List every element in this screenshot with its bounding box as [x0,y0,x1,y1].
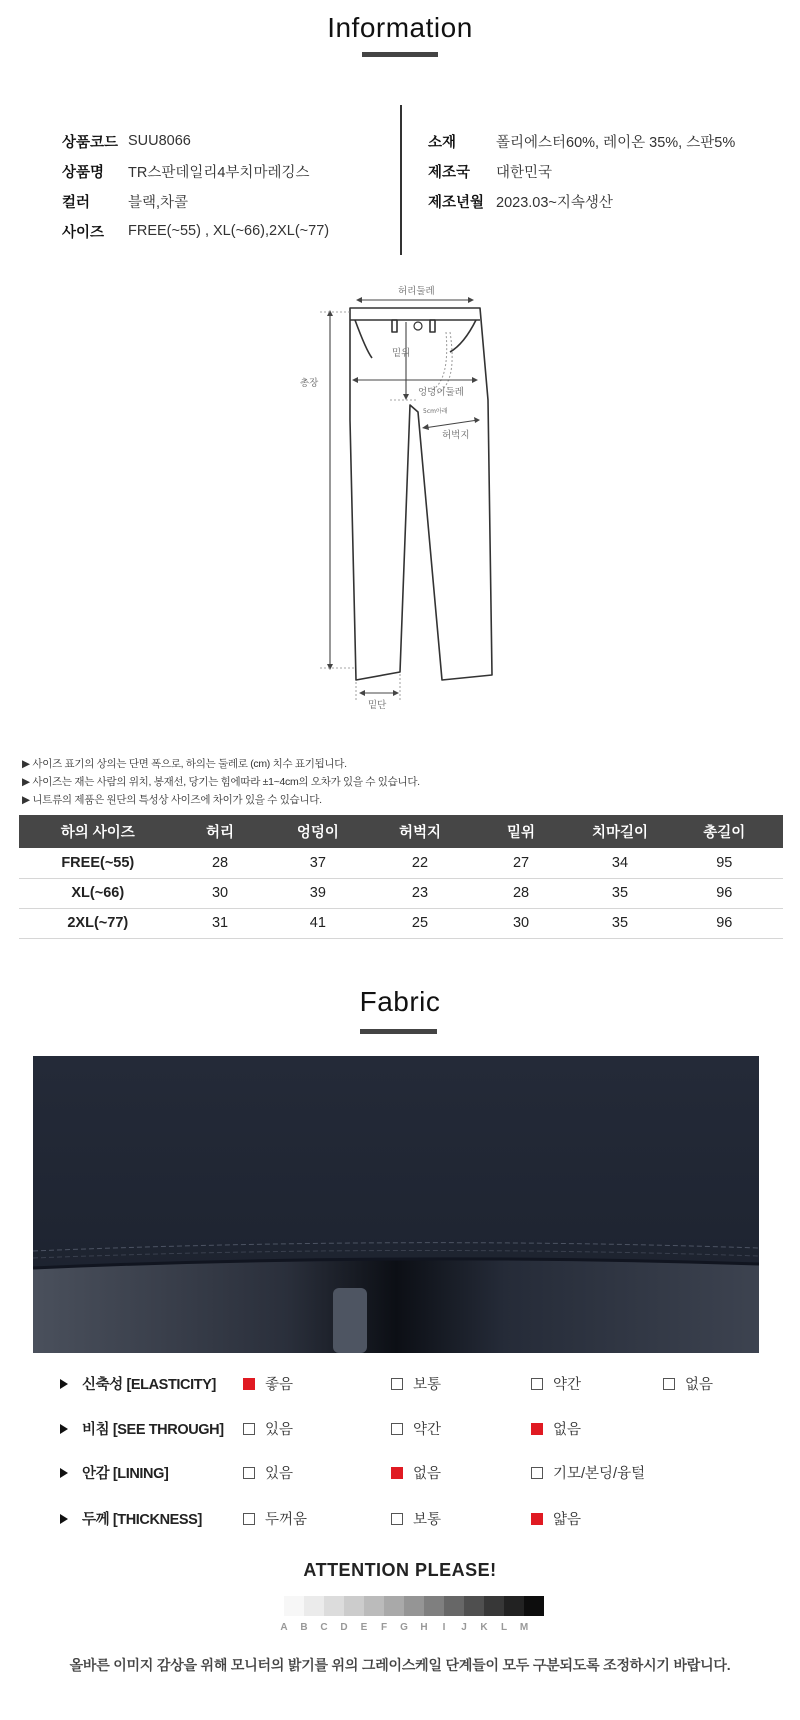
info-right-column [428,126,735,216]
table-cell: 27 [468,848,575,878]
triangle-bullet-icon [60,1424,68,1434]
option-good: 좋음 [243,1373,293,1394]
info-row-name: 상품명 TR스판데일리4부치마레깅스 [62,164,310,181]
gray-letter: G [400,1622,408,1633]
attr-label: 신축성 [ELASTICITY] [60,1373,216,1394]
gray-letter: I [442,1622,446,1633]
gray-swatch [484,1596,504,1616]
gray-swatch [344,1596,364,1616]
attr-row-elasticity [60,1373,760,1397]
gray-swatch [324,1596,344,1616]
table-cell: 96 [666,908,783,938]
table-cell: 23 [372,878,468,908]
header-cell: 치마길이 [574,815,665,848]
size-note: ▶ 사이즈는 재는 사람의 위치, 봉재선, 당기는 힘에따라 ±1~4cm의 오차가 있을 수 있습니다. [22,776,420,788]
table-row [19,848,783,878]
pants-stitching [432,332,452,394]
triangle-bullet-icon [60,1468,68,1478]
gray-swatch [404,1596,424,1616]
header-cell: 총길이 [666,815,783,848]
checkbox-icon [531,1513,543,1525]
checkbox-icon [243,1467,255,1479]
checkbox-icon [391,1423,403,1435]
table-cell: 95 [666,848,783,878]
option-none: 없음 [663,1373,713,1394]
info-row-code: 상품코드 SUU8066 [62,133,191,151]
info-divider [400,105,402,255]
gray-swatch [364,1596,384,1616]
table-cell: 28 [177,848,264,878]
attention-title: ATTENTION PLEASE! [303,1560,497,1580]
table-cell: 25 [372,908,468,938]
option-slight: 약간 [531,1373,581,1394]
table-cell: XL(~66) [19,878,177,908]
table-cell: 41 [264,908,373,938]
table-cell: FREE(~55) [19,848,177,878]
label-total-length: 총장 [300,378,319,389]
gray-swatch [284,1596,304,1616]
checkbox-icon [391,1378,403,1390]
size-table-header [19,815,783,848]
gray-letter: H [420,1622,428,1633]
checkbox-icon [391,1467,403,1479]
header-cell: 하의 사이즈 [19,815,177,848]
gray-swatch [464,1596,484,1616]
gray-letter: B [300,1622,308,1633]
header-cell: 허리 [177,815,264,848]
size-notes [22,755,420,809]
option-none: 없음 [391,1462,441,1483]
table-cell: 2XL(~77) [19,908,177,938]
table-cell: 30 [177,878,264,908]
fabric-texture [33,1056,759,1353]
info-row-manufactured: 제조년월 2023.03~지속생산 [428,194,613,211]
label-waist: 허리둘레 [398,286,435,297]
checkbox-icon [663,1378,675,1390]
label-hem: 밑단 [368,700,387,711]
header-cell: 허벅지 [372,815,468,848]
info-row-material: 소재 폴리에스터60%, 레이온 35%, 스판5% [428,134,736,151]
gray-letter: J [461,1622,467,1633]
gray-swatch [384,1596,404,1616]
option-thin: 얇음 [531,1508,581,1529]
gray-letter: F [380,1622,388,1633]
pants-measurement-diagram [300,280,510,720]
gray-swatch [504,1596,524,1616]
size-note: ▶ 사이즈 표기의 상의는 단면 폭으로, 하의는 둘레로 (cm) 치수 표기됩니다. [22,758,347,770]
table-row [19,908,783,938]
header-cell: 엉덩이 [264,815,373,848]
gray-swatch [304,1596,324,1616]
attr-label: 비침 [SEE THROUGH] [60,1418,224,1439]
table-cell: 28 [468,878,575,908]
table-cell: 31 [177,908,264,938]
option-yes: 있음 [243,1418,293,1439]
triangle-bullet-icon [60,1514,68,1524]
checkbox-icon [243,1513,255,1525]
fabric-photo [33,1056,759,1353]
gray-swatch [424,1596,444,1616]
label-thigh-note: 5cm아래 [423,408,448,415]
table-cell: 35 [574,908,665,938]
checkbox-icon [531,1378,543,1390]
table-cell: 39 [264,878,373,908]
size-table [19,815,783,939]
size-note: ▶ 니트류의 제품은 원단의 특성상 사이즈에 차이가 있을 수 있습니다. [22,794,322,806]
header-cell: 밑위 [468,815,575,848]
info-row-size: 사이즈 FREE(~55) , XL(~66),2XL(~77) [62,223,330,241]
option-yes: 있음 [243,1462,293,1483]
pants-outline [350,308,492,680]
label-rise: 밑위 [392,348,411,359]
attr-row-lining [60,1462,760,1486]
checkbox-icon [391,1513,403,1525]
gray-swatch [524,1596,544,1616]
option-normal: 보통 [391,1508,441,1529]
attr-row-thickness [60,1508,760,1532]
table-cell: 34 [574,848,665,878]
gray-letter: E [360,1622,368,1633]
checkbox-icon [243,1423,255,1435]
attr-label: 안감 [LINING] [60,1462,168,1483]
measurement-guides [320,312,418,700]
fabric-underline [360,1029,437,1034]
gray-letter: K [480,1622,488,1633]
information-underline [362,52,438,57]
info-left-column [62,126,329,246]
gray-letter: D [340,1622,348,1633]
info-row-origin: 제조국 대한민국 [428,164,553,181]
table-cell: 35 [574,878,665,908]
attr-row-see-through [60,1418,760,1442]
fabric-title: Fabric [359,986,441,1017]
gray-letter: L [500,1622,508,1633]
option-thick: 두꺼움 [243,1508,307,1529]
table-cell: 30 [468,908,575,938]
button-icon [414,322,422,330]
grayscale-letters [274,1622,534,1633]
label-thigh: 허벅지 [442,430,470,441]
checkbox-icon [531,1423,543,1435]
table-cell: 37 [264,848,373,878]
table-cell: 22 [372,848,468,878]
information-title: Information [327,12,473,43]
attr-label: 두께 [THICKNESS] [60,1508,202,1529]
checkbox-icon [243,1378,255,1390]
gray-letter: A [280,1622,288,1633]
option-slight: 약간 [391,1418,441,1439]
gray-swatch [444,1596,464,1616]
gray-letter: C [320,1622,328,1633]
info-row-color: 컬러 블랙,차콜 [62,194,189,211]
grayscale-strip [284,1596,544,1616]
option-normal: 보통 [391,1373,441,1394]
option-none: 없음 [531,1418,581,1439]
triangle-bullet-icon [60,1379,68,1389]
table-row [19,878,783,908]
label-hip: 엉덩이둘레 [418,387,464,398]
table-cell: 96 [666,878,783,908]
checkbox-icon [531,1467,543,1479]
gray-letter: M [519,1622,529,1633]
monitor-brightness-note: 올바른 이미지 감상을 위해 모니터의 밝기를 위의 그레이스케일 단계들이 모두 구분되도록 조정하시기 바랍니다. [69,1657,731,1673]
option-brushed: 기모/본딩/융털 [531,1462,645,1483]
